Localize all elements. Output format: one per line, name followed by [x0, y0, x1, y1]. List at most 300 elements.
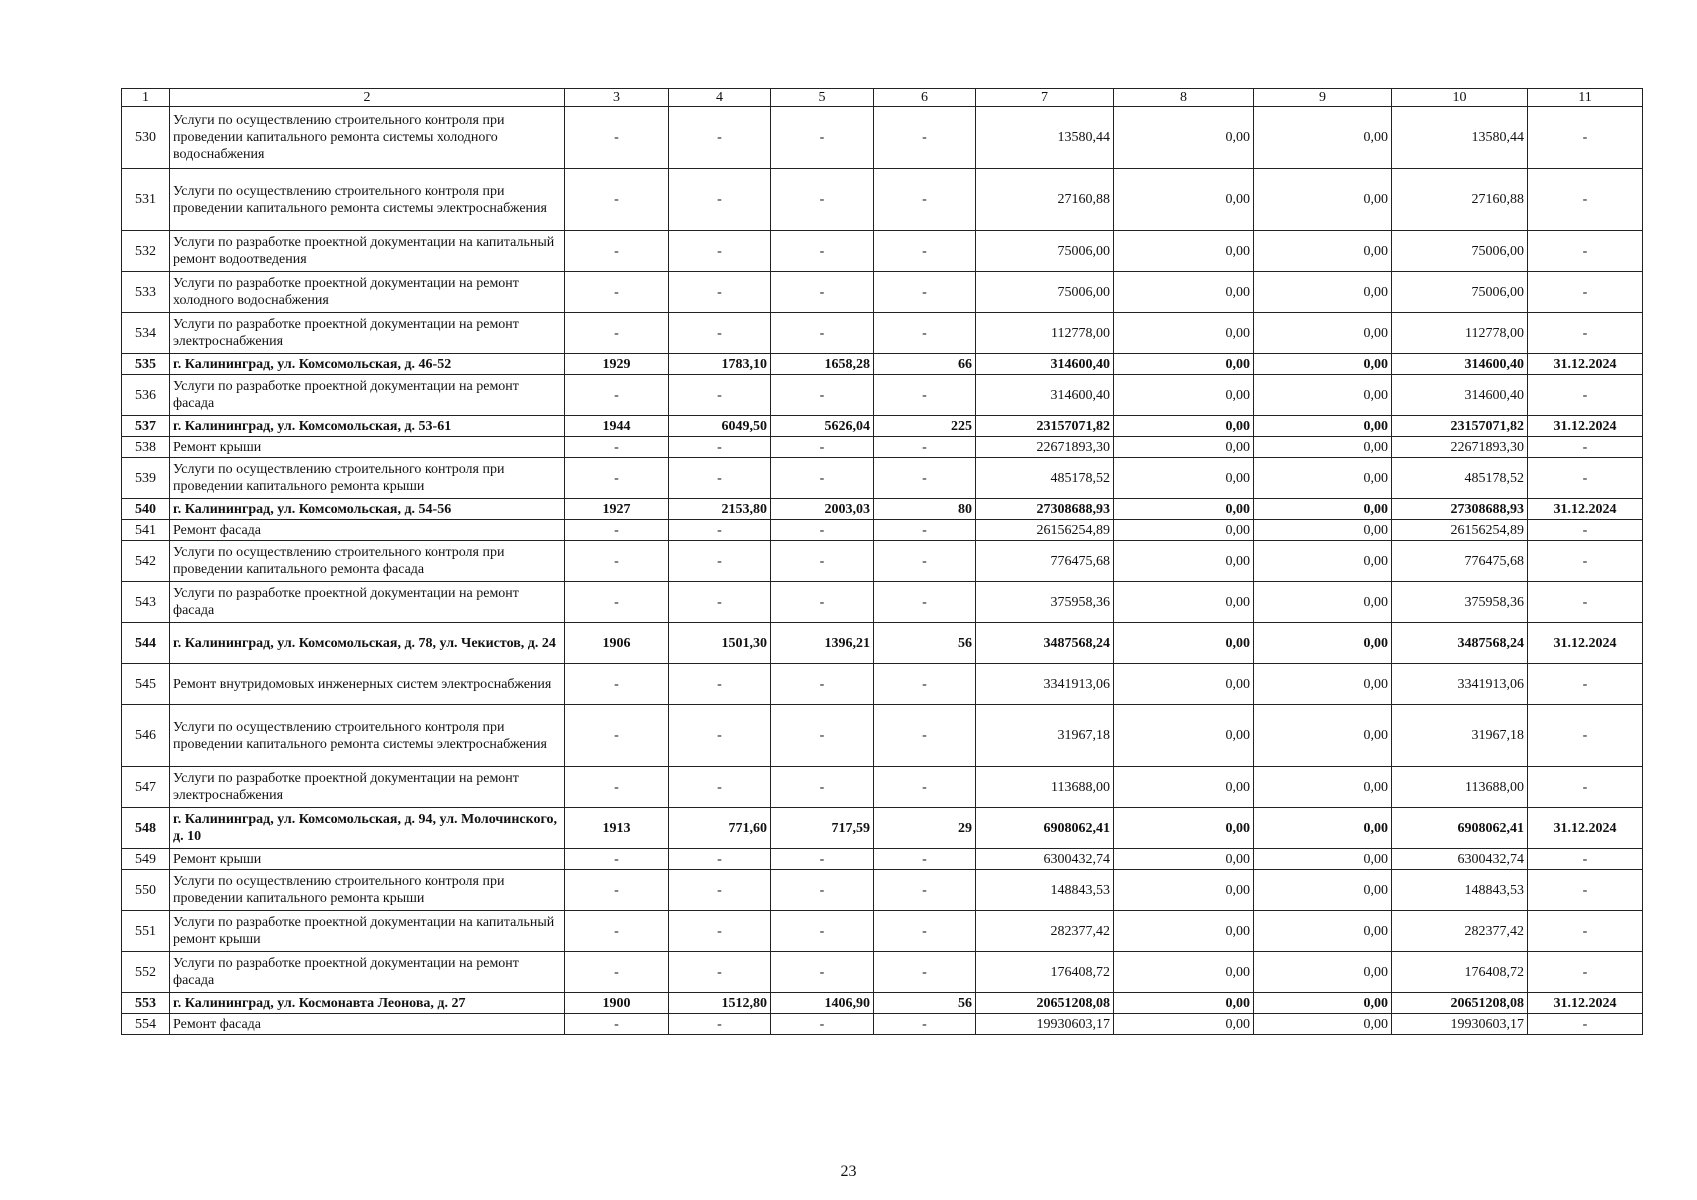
deadline-cell: - — [1528, 952, 1643, 993]
year-cell: - — [565, 1014, 669, 1035]
residents-cell: - — [874, 952, 976, 993]
cost-total-cell: 282377,42 — [976, 911, 1114, 952]
cost-col9-cell: 0,00 — [1254, 354, 1392, 375]
cost-col10-cell: 19930603,17 — [1392, 1014, 1528, 1035]
work-description-cell: Ремонт фасада — [170, 520, 565, 541]
row-number-cell: 536 — [122, 375, 170, 416]
deadline-cell: - — [1528, 169, 1643, 231]
residents-cell: 225 — [874, 416, 976, 437]
row-number-cell: 546 — [122, 705, 170, 767]
deadline-cell: - — [1528, 231, 1643, 272]
cost-col10-cell: 148843,53 — [1392, 870, 1528, 911]
table-row — [122, 1014, 1643, 1035]
residents-cell: - — [874, 582, 976, 623]
deadline-cell: 31.12.2024 — [1528, 499, 1643, 520]
work-description-cell: Услуги по разработке проектной документации на ремонт фасада — [170, 375, 565, 416]
work-description-cell: Ремонт внутридомовых инженерных систем электроснабжения — [170, 664, 565, 705]
cost-col10-cell: 314600,40 — [1392, 354, 1528, 375]
cost-col10-cell: 26156254,89 — [1392, 520, 1528, 541]
cost-col10-cell: 776475,68 — [1392, 541, 1528, 582]
work-description-cell: Ремонт крыши — [170, 849, 565, 870]
cost-col10-cell: 485178,52 — [1392, 458, 1528, 499]
cost-total-cell: 31967,18 — [976, 705, 1114, 767]
year-cell: - — [565, 520, 669, 541]
total-area-cell: - — [669, 705, 771, 767]
cost-col8-cell: 0,00 — [1114, 375, 1254, 416]
work-description-cell: г. Калининград, ул. Комсомольская, д. 94, ул. Молочинского, д. 10 — [170, 808, 565, 849]
year-cell: - — [565, 541, 669, 582]
cost-col8-cell: 0,00 — [1114, 582, 1254, 623]
cost-col10-cell: 75006,00 — [1392, 272, 1528, 313]
row-number-cell: 537 — [122, 416, 170, 437]
total-area-cell: 1501,30 — [669, 623, 771, 664]
cost-col9-cell: 0,00 — [1254, 582, 1392, 623]
cost-col8-cell: 0,00 — [1114, 354, 1254, 375]
deadline-cell: - — [1528, 375, 1643, 416]
deadline-cell: - — [1528, 664, 1643, 705]
year-cell: 1929 — [565, 354, 669, 375]
residents-cell: 56 — [874, 623, 976, 664]
living-area-cell: - — [771, 107, 874, 169]
living-area-cell: - — [771, 767, 874, 808]
table-row — [122, 520, 1643, 541]
cost-col9-cell: 0,00 — [1254, 541, 1392, 582]
cost-col10-cell: 23157071,82 — [1392, 416, 1528, 437]
deadline-cell: - — [1528, 520, 1643, 541]
table-row — [122, 375, 1643, 416]
residents-cell: - — [874, 870, 976, 911]
deadline-cell: 31.12.2024 — [1528, 416, 1643, 437]
year-cell: - — [565, 169, 669, 231]
cost-col9-cell: 0,00 — [1254, 375, 1392, 416]
living-area-cell: - — [771, 520, 874, 541]
cost-col10-cell: 22671893,30 — [1392, 437, 1528, 458]
total-area-cell: - — [669, 107, 771, 169]
work-description-cell: Услуги по разработке проектной документации на ремонт фасада — [170, 952, 565, 993]
cost-col10-cell: 112778,00 — [1392, 313, 1528, 354]
deadline-cell: - — [1528, 272, 1643, 313]
residents-cell: - — [874, 520, 976, 541]
year-cell: - — [565, 272, 669, 313]
table-row — [122, 705, 1643, 767]
row-number-cell: 545 — [122, 664, 170, 705]
work-description-cell: Услуги по разработке проектной документации на ремонт электроснабжения — [170, 313, 565, 354]
living-area-cell: 717,59 — [771, 808, 874, 849]
cost-col8-cell: 0,00 — [1114, 437, 1254, 458]
cost-col10-cell: 176408,72 — [1392, 952, 1528, 993]
residents-cell: - — [874, 458, 976, 499]
header-cell: 8 — [1114, 89, 1254, 107]
living-area-cell: - — [771, 541, 874, 582]
cost-total-cell: 75006,00 — [976, 231, 1114, 272]
header-cell: 10 — [1392, 89, 1528, 107]
deadline-cell: - — [1528, 870, 1643, 911]
cost-col10-cell: 375958,36 — [1392, 582, 1528, 623]
cost-col9-cell: 0,00 — [1254, 272, 1392, 313]
cost-total-cell: 314600,40 — [976, 354, 1114, 375]
living-area-cell: - — [771, 272, 874, 313]
total-area-cell: 771,60 — [669, 808, 771, 849]
cost-total-cell: 6908062,41 — [976, 808, 1114, 849]
deadline-cell: - — [1528, 541, 1643, 582]
row-number-cell: 541 — [122, 520, 170, 541]
table-body — [122, 107, 1643, 1035]
year-cell: - — [565, 664, 669, 705]
cost-col9-cell: 0,00 — [1254, 437, 1392, 458]
row-number-cell: 532 — [122, 231, 170, 272]
residents-cell: - — [874, 849, 976, 870]
deadline-cell: - — [1528, 313, 1643, 354]
work-description-cell: Услуги по разработке проектной документации на ремонт холодного водоснабжения — [170, 272, 565, 313]
cost-col8-cell: 0,00 — [1114, 499, 1254, 520]
residents-cell: - — [874, 375, 976, 416]
cost-col9-cell: 0,00 — [1254, 767, 1392, 808]
total-area-cell: - — [669, 1014, 771, 1035]
row-number-cell: 533 — [122, 272, 170, 313]
table-row — [122, 952, 1643, 993]
cost-col10-cell: 13580,44 — [1392, 107, 1528, 169]
deadline-cell: - — [1528, 582, 1643, 623]
cost-col8-cell: 0,00 — [1114, 849, 1254, 870]
cost-col8-cell: 0,00 — [1114, 664, 1254, 705]
work-description-cell: Услуги по осуществлению строительного контроля при проведении капитального ремонта системы электроснабжения — [170, 705, 565, 767]
table-row — [122, 993, 1643, 1014]
cost-col8-cell: 0,00 — [1114, 520, 1254, 541]
total-area-cell: - — [669, 520, 771, 541]
cost-col9-cell: 0,00 — [1254, 313, 1392, 354]
table-row — [122, 231, 1643, 272]
year-cell: - — [565, 458, 669, 499]
row-number-cell: 550 — [122, 870, 170, 911]
header-cell: 3 — [565, 89, 669, 107]
residents-cell: - — [874, 272, 976, 313]
table-row — [122, 870, 1643, 911]
living-area-cell: 2003,03 — [771, 499, 874, 520]
living-area-cell: - — [771, 952, 874, 993]
residents-cell: - — [874, 231, 976, 272]
living-area-cell: - — [771, 231, 874, 272]
cost-col8-cell: 0,00 — [1114, 705, 1254, 767]
cost-col10-cell: 75006,00 — [1392, 231, 1528, 272]
row-number-cell: 552 — [122, 952, 170, 993]
total-area-cell: - — [669, 664, 771, 705]
residents-cell: - — [874, 169, 976, 231]
register-table-container — [121, 88, 1642, 1035]
work-description-cell: Услуги по разработке проектной документации на ремонт электроснабжения — [170, 767, 565, 808]
deadline-cell: 31.12.2024 — [1528, 354, 1643, 375]
cost-col9-cell: 0,00 — [1254, 231, 1392, 272]
year-cell: - — [565, 705, 669, 767]
cost-total-cell: 26156254,89 — [976, 520, 1114, 541]
cost-total-cell: 375958,36 — [976, 582, 1114, 623]
work-description-cell: Ремонт фасада — [170, 1014, 565, 1035]
cost-total-cell: 13580,44 — [976, 107, 1114, 169]
row-number-cell: 554 — [122, 1014, 170, 1035]
cost-col10-cell: 6908062,41 — [1392, 808, 1528, 849]
cost-col8-cell: 0,00 — [1114, 416, 1254, 437]
cost-col8-cell: 0,00 — [1114, 458, 1254, 499]
living-area-cell: 1396,21 — [771, 623, 874, 664]
row-number-cell: 551 — [122, 911, 170, 952]
header-cell: 2 — [170, 89, 565, 107]
table-row — [122, 767, 1643, 808]
header-cell: 4 — [669, 89, 771, 107]
cost-col8-cell: 0,00 — [1114, 313, 1254, 354]
residents-cell: 66 — [874, 354, 976, 375]
living-area-cell: - — [771, 870, 874, 911]
header-row — [122, 89, 1643, 107]
cost-col10-cell: 3487568,24 — [1392, 623, 1528, 664]
row-number-cell: 538 — [122, 437, 170, 458]
deadline-cell: 31.12.2024 — [1528, 993, 1643, 1014]
cost-col9-cell: 0,00 — [1254, 705, 1392, 767]
deadline-cell: - — [1528, 705, 1643, 767]
cost-col9-cell: 0,00 — [1254, 808, 1392, 849]
header-cell: 6 — [874, 89, 976, 107]
page-number: 23 — [840, 1163, 857, 1180]
cost-col9-cell: 0,00 — [1254, 416, 1392, 437]
row-number-cell: 542 — [122, 541, 170, 582]
table-row — [122, 416, 1643, 437]
cost-total-cell: 20651208,08 — [976, 993, 1114, 1014]
header-cell: 11 — [1528, 89, 1643, 107]
cost-col9-cell: 0,00 — [1254, 1014, 1392, 1035]
total-area-cell: 1512,80 — [669, 993, 771, 1014]
total-area-cell: - — [669, 169, 771, 231]
year-cell: 1900 — [565, 993, 669, 1014]
total-area-cell: - — [669, 849, 771, 870]
living-area-cell: 5626,04 — [771, 416, 874, 437]
header-cell: 1 — [122, 89, 170, 107]
row-number-cell: 549 — [122, 849, 170, 870]
living-area-cell: - — [771, 458, 874, 499]
header-cell: 9 — [1254, 89, 1392, 107]
table-row — [122, 911, 1643, 952]
row-number-cell: 535 — [122, 354, 170, 375]
cost-total-cell: 75006,00 — [976, 272, 1114, 313]
table-row — [122, 107, 1643, 169]
deadline-cell: - — [1528, 767, 1643, 808]
row-number-cell: 543 — [122, 582, 170, 623]
work-description-cell: Услуги по осуществлению строительного контроля при проведении капитального ремонта системы электроснабжения — [170, 169, 565, 231]
row-number-cell: 544 — [122, 623, 170, 664]
residents-cell: - — [874, 705, 976, 767]
year-cell: - — [565, 849, 669, 870]
table-row — [122, 169, 1643, 231]
cost-col10-cell: 6300432,74 — [1392, 849, 1528, 870]
cost-total-cell: 27308688,93 — [976, 499, 1114, 520]
cost-total-cell: 6300432,74 — [976, 849, 1114, 870]
cost-col9-cell: 0,00 — [1254, 499, 1392, 520]
living-area-cell: - — [771, 664, 874, 705]
total-area-cell: - — [669, 375, 771, 416]
deadline-cell: - — [1528, 107, 1643, 169]
table-row — [122, 849, 1643, 870]
table-row — [122, 623, 1643, 664]
work-description-cell: Услуги по осуществлению строительного контроля при проведении капитального ремонта крыши — [170, 870, 565, 911]
cost-total-cell: 19930603,17 — [976, 1014, 1114, 1035]
table-row — [122, 458, 1643, 499]
total-area-cell: - — [669, 911, 771, 952]
cost-col10-cell: 27160,88 — [1392, 169, 1528, 231]
cost-col8-cell: 0,00 — [1114, 272, 1254, 313]
cost-col9-cell: 0,00 — [1254, 952, 1392, 993]
cost-total-cell: 776475,68 — [976, 541, 1114, 582]
year-cell: - — [565, 437, 669, 458]
cost-col9-cell: 0,00 — [1254, 664, 1392, 705]
cost-col8-cell: 0,00 — [1114, 952, 1254, 993]
cost-total-cell: 176408,72 — [976, 952, 1114, 993]
table-row — [122, 541, 1643, 582]
cost-total-cell: 112778,00 — [976, 313, 1114, 354]
cost-col9-cell: 0,00 — [1254, 458, 1392, 499]
cost-col10-cell: 282377,42 — [1392, 911, 1528, 952]
cost-col10-cell: 314600,40 — [1392, 375, 1528, 416]
table-row — [122, 272, 1643, 313]
work-description-cell: Ремонт крыши — [170, 437, 565, 458]
living-area-cell: - — [771, 437, 874, 458]
cost-col8-cell: 0,00 — [1114, 911, 1254, 952]
residents-cell: - — [874, 911, 976, 952]
total-area-cell: - — [669, 313, 771, 354]
deadline-cell: - — [1528, 1014, 1643, 1035]
total-area-cell: - — [669, 272, 771, 313]
cost-col9-cell: 0,00 — [1254, 520, 1392, 541]
cost-total-cell: 3341913,06 — [976, 664, 1114, 705]
year-cell: - — [565, 375, 669, 416]
residents-cell: 29 — [874, 808, 976, 849]
total-area-cell: - — [669, 767, 771, 808]
work-description-cell: Услуги по осуществлению строительного контроля при проведении капитального ремонта крыши — [170, 458, 565, 499]
deadline-cell: - — [1528, 911, 1643, 952]
total-area-cell: - — [669, 458, 771, 499]
deadline-cell: 31.12.2024 — [1528, 808, 1643, 849]
living-area-cell: - — [771, 169, 874, 231]
year-cell: - — [565, 231, 669, 272]
header-cell: 5 — [771, 89, 874, 107]
cost-total-cell: 3487568,24 — [976, 623, 1114, 664]
year-cell: 1927 — [565, 499, 669, 520]
deadline-cell: - — [1528, 458, 1643, 499]
work-description-cell: г. Калининград, ул. Космонавта Леонова, д. 27 — [170, 993, 565, 1014]
cost-total-cell: 113688,00 — [976, 767, 1114, 808]
cost-col10-cell: 27308688,93 — [1392, 499, 1528, 520]
cost-total-cell: 314600,40 — [976, 375, 1114, 416]
table-row — [122, 582, 1643, 623]
header-cell: 7 — [976, 89, 1114, 107]
residents-cell: - — [874, 313, 976, 354]
total-area-cell: - — [669, 582, 771, 623]
row-number-cell: 530 — [122, 107, 170, 169]
row-number-cell: 547 — [122, 767, 170, 808]
register-table — [121, 88, 1643, 1035]
row-number-cell: 534 — [122, 313, 170, 354]
cost-total-cell: 27160,88 — [976, 169, 1114, 231]
year-cell: 1944 — [565, 416, 669, 437]
table-row — [122, 808, 1643, 849]
total-area-cell: - — [669, 952, 771, 993]
year-cell: - — [565, 952, 669, 993]
living-area-cell: - — [771, 849, 874, 870]
work-description-cell: г. Калининград, ул. Комсомольская, д. 54-56 — [170, 499, 565, 520]
cost-col9-cell: 0,00 — [1254, 107, 1392, 169]
row-number-cell: 539 — [122, 458, 170, 499]
cost-col8-cell: 0,00 — [1114, 870, 1254, 911]
total-area-cell: - — [669, 231, 771, 272]
residents-cell: - — [874, 107, 976, 169]
cost-total-cell: 485178,52 — [976, 458, 1114, 499]
cost-col9-cell: 0,00 — [1254, 169, 1392, 231]
work-description-cell: Услуги по осуществлению строительного контроля при проведении капитального ремонта системы холодного водоснабжения — [170, 107, 565, 169]
living-area-cell: - — [771, 582, 874, 623]
year-cell: - — [565, 107, 669, 169]
total-area-cell: - — [669, 437, 771, 458]
total-area-cell: - — [669, 541, 771, 582]
cost-col10-cell: 3341913,06 — [1392, 664, 1528, 705]
work-description-cell: г. Калининград, ул. Комсомольская, д. 46-52 — [170, 354, 565, 375]
cost-col9-cell: 0,00 — [1254, 849, 1392, 870]
year-cell: - — [565, 911, 669, 952]
living-area-cell: 1658,28 — [771, 354, 874, 375]
residents-cell: - — [874, 664, 976, 705]
work-description-cell: Услуги по разработке проектной документации на капитальный ремонт водоотведения — [170, 231, 565, 272]
living-area-cell: - — [771, 911, 874, 952]
cost-col8-cell: 0,00 — [1114, 808, 1254, 849]
total-area-cell: 6049,50 — [669, 416, 771, 437]
table-row — [122, 437, 1643, 458]
living-area-cell: - — [771, 313, 874, 354]
cost-col9-cell: 0,00 — [1254, 623, 1392, 664]
table-row — [122, 313, 1643, 354]
year-cell: 1913 — [565, 808, 669, 849]
work-description-cell: г. Калининград, ул. Комсомольская, д. 78, ул. Чекистов, д. 24 — [170, 623, 565, 664]
cost-col8-cell: 0,00 — [1114, 623, 1254, 664]
work-description-cell: г. Калининград, ул. Комсомольская, д. 53-61 — [170, 416, 565, 437]
cost-col10-cell: 113688,00 — [1392, 767, 1528, 808]
table-row — [122, 499, 1643, 520]
cost-total-cell: 22671893,30 — [976, 437, 1114, 458]
total-area-cell: - — [669, 870, 771, 911]
table-row — [122, 354, 1643, 375]
cost-col9-cell: 0,00 — [1254, 993, 1392, 1014]
cost-col9-cell: 0,00 — [1254, 911, 1392, 952]
cost-col9-cell: 0,00 — [1254, 870, 1392, 911]
residents-cell: - — [874, 767, 976, 808]
residents-cell: - — [874, 437, 976, 458]
year-cell: - — [565, 313, 669, 354]
cost-col8-cell: 0,00 — [1114, 541, 1254, 582]
work-description-cell: Услуги по осуществлению строительного контроля при проведении капитального ремонта фасада — [170, 541, 565, 582]
cost-col8-cell: 0,00 — [1114, 231, 1254, 272]
work-description-cell: Услуги по разработке проектной документации на капитальный ремонт крыши — [170, 911, 565, 952]
work-description-cell: Услуги по разработке проектной документации на ремонт фасада — [170, 582, 565, 623]
deadline-cell: - — [1528, 849, 1643, 870]
residents-cell: 56 — [874, 993, 976, 1014]
living-area-cell: - — [771, 705, 874, 767]
total-area-cell: 1783,10 — [669, 354, 771, 375]
cost-col10-cell: 31967,18 — [1392, 705, 1528, 767]
deadline-cell: 31.12.2024 — [1528, 623, 1643, 664]
residents-cell: - — [874, 1014, 976, 1035]
cost-col10-cell: 20651208,08 — [1392, 993, 1528, 1014]
residents-cell: - — [874, 541, 976, 582]
cost-col8-cell: 0,00 — [1114, 107, 1254, 169]
table-row — [122, 664, 1643, 705]
cost-total-cell: 148843,53 — [976, 870, 1114, 911]
row-number-cell: 553 — [122, 993, 170, 1014]
cost-col8-cell: 0,00 — [1114, 1014, 1254, 1035]
living-area-cell: - — [771, 375, 874, 416]
